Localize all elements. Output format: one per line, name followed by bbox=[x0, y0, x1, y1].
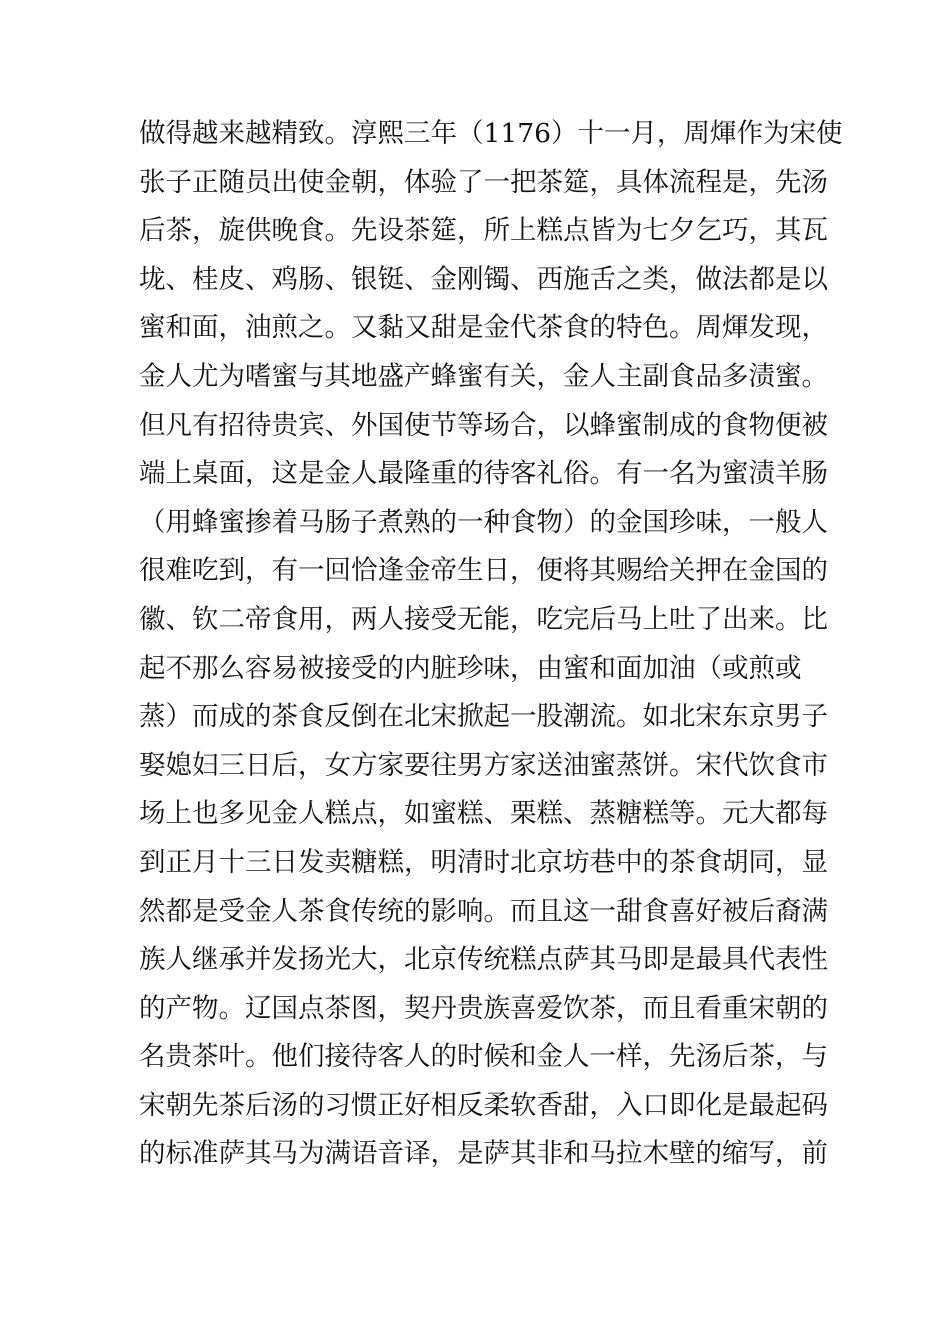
text-line: 蒸）而成的茶食反倒在北宋掀起一股潮流。如北宋东京男子 bbox=[139, 701, 828, 733]
text-line: 徽、钦二帝食用，两人接受无能，吃完后马上吐了出来。比 bbox=[139, 603, 828, 635]
text-line: 然都是受金人茶食传统的影响。而且这一甜食喜好被后裔满 bbox=[139, 895, 828, 927]
text-line: 场上也多见金人糕点，如蜜糕、栗糕、蒸糖糕等。元大都每 bbox=[139, 798, 828, 830]
text-line: 起不那么容易被接受的内脏珍味，由蜜和面加油（或煎或 bbox=[139, 652, 802, 684]
text-line: 很难吃到，有一回恰逢金帝生日，便将其赐给关押在金国的 bbox=[139, 555, 828, 587]
text-line: 名贵茶叶。他们接待客人的时候和金人一样，先汤后茶，与 bbox=[139, 1041, 828, 1073]
body-paragraph bbox=[139, 110, 843, 1179]
text-line: 蜜和面，油煎之。又黏又甜是金代茶食的特色。周煇发现， bbox=[139, 312, 828, 344]
text-line: （用蜂蜜掺着马肠子煮熟的一种食物）的金国珍味，一般人 bbox=[139, 506, 828, 538]
text-line: 但凡有招待贵宾、外国使节等场合，以蜂蜜制成的食物便被 bbox=[139, 409, 828, 441]
text-line: 金人尤为嗜蜜与其地盛产蜂蜜有关，金人主副食品多渍蜜。 bbox=[139, 360, 828, 392]
text-line: 到正月十三日发卖糖糕，明清时北京坊巷中的茶食胡同，显 bbox=[139, 846, 828, 878]
text-line: 垅、桂皮、鸡肠、银铤、金刚镯、西施舌之类，做法都是以 bbox=[139, 263, 828, 295]
text-line: 娶媳妇三日后，女方家要往男方家送油蜜蒸饼。宋代饮食市 bbox=[139, 749, 828, 781]
text-line: 的产物。辽国点茶图，契丹贵族喜爱饮茶，而且看重宋朝的 bbox=[139, 992, 828, 1024]
text-line: 做得越来越精致。淳熙三年（1176）十一月，周煇作为宋使 bbox=[139, 118, 843, 149]
text-line: 族人继承并发扬光大，北京传统糕点萨其马即是最具代表性 bbox=[139, 944, 828, 976]
text-line: 张子正随员出使金朝，体验了一把茶筵，具体流程是，先汤 bbox=[139, 166, 828, 198]
text-line: 的标准萨其马为满语音译，是萨其非和马拉木壁的缩写，前 bbox=[139, 1138, 828, 1170]
text-line: 宋朝先茶后汤的习惯正好相反柔软香甜，入口即化是最起码 bbox=[139, 1089, 828, 1121]
text-line: 端上桌面，这是金人最隆重的待客礼俗。有一名为蜜渍羊肠 bbox=[139, 458, 828, 490]
text-line: 后茶，旋供晚食。先设茶筵，所上糕点皆为七夕乞巧，其瓦 bbox=[139, 215, 828, 247]
